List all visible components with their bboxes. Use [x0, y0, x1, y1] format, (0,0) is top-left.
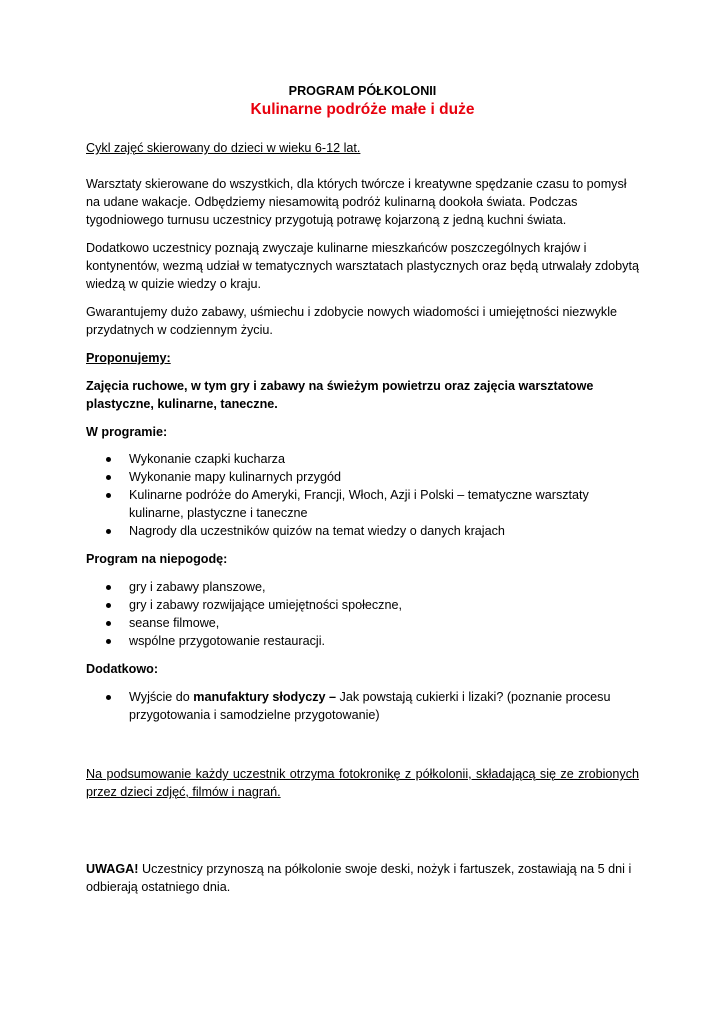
list-item-bold-text: manufaktury słodyczy – [193, 690, 337, 704]
bullet-icon [106, 475, 111, 480]
uwaga-text: Uczestnicy przynoszą na półkolonie swoje deski, nożyk i fartuszek, zostawiają na 5 dni i odbierają ostatniego dnia. [86, 862, 632, 894]
paragraph-3: Gwarantujemy dużo zabawy, uśmiechu i zdobycie nowych wiadomości i umiejętności niezwykle przydatnych w codziennym życiu. [86, 305, 618, 337]
summary-note: Na podsumowanie każdy uczestnik otrzyma fotokronikę z półkolonii, składającą się ze zrobionych przez dzieci zdjęć, filmów i nagrań. [86, 767, 639, 799]
dodatkowo-list [86, 688, 639, 724]
list-item [86, 614, 639, 632]
list-item-text: Wykonanie mapy kulinarnych przygód [129, 470, 341, 484]
list-item-text-rest: Jak powstają cukierki i lizaki? (poznanie procesu przygotowania i samodzielne przygotowanie) [129, 690, 611, 722]
dodatkowo-heading: Dodatkowo: [86, 662, 159, 676]
list-item [86, 450, 639, 468]
intro-line: Cykl zajęć skierowany do dzieci w wieku 6-12 lat. [86, 141, 361, 155]
list-item [86, 468, 639, 486]
uwaga-note [86, 860, 639, 896]
list-item-text: gry i zabawy planszowe, [129, 580, 266, 594]
niepogoda-heading: Program na niepogodę: [86, 552, 228, 566]
w-programie-heading: W programie: [86, 425, 168, 439]
list-item-text: gry i zabawy rozwijające umiejętności społeczne, [129, 598, 402, 612]
list-item-text: Wykonanie czapki kucharza [129, 452, 285, 466]
list-item-text: Wyjście do [129, 690, 194, 704]
bullet-icon [106, 585, 111, 590]
list-item [86, 632, 639, 650]
list-item [86, 578, 639, 596]
paragraph-1: Warsztaty skierowane do wszystkich, dla których twórcze i kreatywne spędzanie czasu to pomysł na udane wakacje. Odbędziemy niesamowitą podróż kulinarną dookoła świata. Podczas tygodniowego turnusu uczestnicy przygotują potrawę kojarzoną z jedną kuchni świata. [86, 177, 627, 227]
list-item [86, 688, 639, 724]
bullet-icon [106, 621, 111, 626]
bullet-icon [106, 493, 111, 498]
bullet-icon [106, 639, 111, 644]
document-content [86, 82, 639, 896]
w-programie-list [86, 450, 639, 540]
document-title: PROGRAM PÓŁKOLONII [288, 84, 437, 98]
niepogoda-list [86, 578, 639, 650]
bullet-icon [106, 603, 111, 608]
list-item-text: wspólne przygotowanie restauracji. [129, 634, 326, 648]
list-item-text: Nagrody dla uczestników quizów na temat wiedzy o danych krajach [129, 524, 505, 538]
list-item [86, 596, 639, 614]
proponujemy-text: Zajęcia ruchowe, w tym gry i zabawy na świeżym powietrzu oraz zajęcia warsztatowe plastyczne, kulinarne, taneczne. [86, 379, 594, 411]
list-item-text: Kulinarne podróże do Ameryki, Francji, Włoch, Azji i Polski – tematyczne warsztaty kulinarne, plastyczne i taneczne [129, 488, 589, 520]
list-item [86, 486, 639, 522]
bullet-icon [106, 695, 111, 700]
list-item-text: seanse filmowe, [129, 616, 220, 630]
bullet-icon [106, 529, 111, 534]
list-item [86, 522, 639, 540]
document-subtitle: Kulinarne podróże małe i duże [250, 101, 475, 118]
uwaga-label: UWAGA! [86, 862, 139, 876]
paragraph-2: Dodatkowo uczestnicy poznają zwyczaje kulinarne mieszkańców poszczególnych krajów i kontynentów, wezmą udział w tematycznych warsztatach plastycznych oraz będą utrwalały zdobytą wiedzą w quizie wiedzy o kraju. [86, 241, 639, 291]
proponujemy-heading: Proponujemy: [86, 351, 171, 365]
bullet-icon [106, 457, 111, 462]
